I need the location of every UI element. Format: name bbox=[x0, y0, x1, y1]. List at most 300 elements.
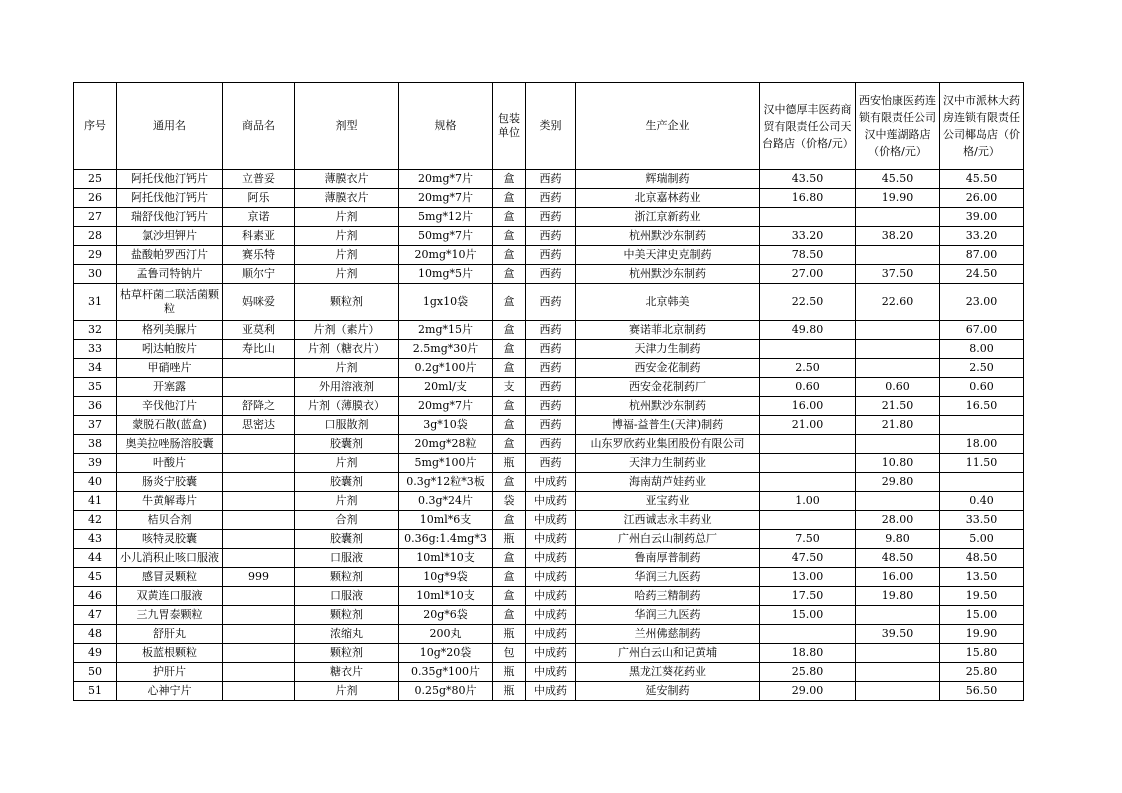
cell-price-store-1: 78.50 bbox=[760, 246, 856, 265]
cell-spec: 20ml/支 bbox=[399, 378, 493, 397]
cell-dosage-form: 颗粒剂 bbox=[295, 284, 399, 321]
cell-brand-name: 亚莫利 bbox=[223, 321, 295, 340]
cell-dosage-form: 口服散剂 bbox=[295, 416, 399, 435]
cell-spec: 10ml*10支 bbox=[399, 549, 493, 568]
cell-category: 西药 bbox=[526, 227, 576, 246]
cell-spec: 0.36g:1.4mg*3 bbox=[399, 530, 493, 549]
cell-index: 46 bbox=[74, 587, 117, 606]
cell-price-store-1 bbox=[760, 435, 856, 454]
cell-category: 西药 bbox=[526, 454, 576, 473]
cell-spec: 2.5mg*30片 bbox=[399, 340, 493, 359]
cell-manufacturer: 广州白云山和记黄埔 bbox=[576, 644, 760, 663]
cell-manufacturer: 鲁南厚普制药 bbox=[576, 549, 760, 568]
table-row bbox=[74, 511, 1024, 530]
header-price-store-2: 西安怡康医药连锁有限责任公司汉中莲湖路店（价格/元） bbox=[856, 83, 940, 170]
cell-price-store-2 bbox=[856, 435, 940, 454]
cell-dosage-form: 糖衣片 bbox=[295, 663, 399, 682]
cell-index: 26 bbox=[74, 189, 117, 208]
cell-price-store-1: 0.60 bbox=[760, 378, 856, 397]
cell-price-store-1: 22.50 bbox=[760, 284, 856, 321]
table-row bbox=[74, 435, 1024, 454]
cell-price-store-3: 19.90 bbox=[940, 625, 1024, 644]
cell-package-unit: 瓶 bbox=[493, 530, 526, 549]
cell-package-unit: 盒 bbox=[493, 606, 526, 625]
cell-price-store-3: 15.80 bbox=[940, 644, 1024, 663]
cell-brand-name bbox=[223, 606, 295, 625]
cell-brand-name: 思密达 bbox=[223, 416, 295, 435]
cell-category: 中成药 bbox=[526, 511, 576, 530]
table-row bbox=[74, 397, 1024, 416]
cell-brand-name: 999 bbox=[223, 568, 295, 587]
cell-index: 27 bbox=[74, 208, 117, 227]
cell-index: 33 bbox=[74, 340, 117, 359]
cell-category: 中成药 bbox=[526, 549, 576, 568]
cell-dosage-form: 颗粒剂 bbox=[295, 606, 399, 625]
cell-price-store-1: 16.80 bbox=[760, 189, 856, 208]
header-price-store-3: 汉中市派林大药房连锁有限责任公司椰岛店（价格/元） bbox=[940, 83, 1024, 170]
cell-price-store-2: 9.80 bbox=[856, 530, 940, 549]
header-row bbox=[74, 83, 1024, 170]
cell-index: 38 bbox=[74, 435, 117, 454]
cell-package-unit: 袋 bbox=[493, 492, 526, 511]
cell-dosage-form: 片剂（素片） bbox=[295, 321, 399, 340]
table-row bbox=[74, 568, 1024, 587]
cell-brand-name bbox=[223, 359, 295, 378]
cell-generic-name: 瑞舒伐他汀钙片 bbox=[117, 208, 223, 227]
cell-dosage-form: 胶囊剂 bbox=[295, 473, 399, 492]
cell-dosage-form: 片剂 bbox=[295, 682, 399, 701]
cell-category: 中成药 bbox=[526, 492, 576, 511]
cell-manufacturer: 天津力生制药业 bbox=[576, 454, 760, 473]
cell-category: 中成药 bbox=[526, 644, 576, 663]
cell-generic-name: 护肝片 bbox=[117, 663, 223, 682]
cell-index: 29 bbox=[74, 246, 117, 265]
cell-price-store-3: 26.00 bbox=[940, 189, 1024, 208]
cell-brand-name: 顺尔宁 bbox=[223, 265, 295, 284]
cell-price-store-3: 33.20 bbox=[940, 227, 1024, 246]
cell-generic-name: 蒙脱石散(蓝盒) bbox=[117, 416, 223, 435]
cell-manufacturer: 山东罗欣药业集团股份有限公司 bbox=[576, 435, 760, 454]
cell-package-unit: 瓶 bbox=[493, 663, 526, 682]
cell-spec: 10ml*10支 bbox=[399, 587, 493, 606]
cell-category: 西药 bbox=[526, 246, 576, 265]
cell-index: 25 bbox=[74, 170, 117, 189]
table-row bbox=[74, 644, 1024, 663]
cell-brand-name bbox=[223, 625, 295, 644]
cell-brand-name: 妈咪爱 bbox=[223, 284, 295, 321]
cell-package-unit: 盒 bbox=[493, 189, 526, 208]
cell-generic-name: 奥美拉唑肠溶胶囊 bbox=[117, 435, 223, 454]
cell-price-store-3: 56.50 bbox=[940, 682, 1024, 701]
cell-package-unit: 支 bbox=[493, 378, 526, 397]
cell-package-unit: 瓶 bbox=[493, 682, 526, 701]
cell-price-store-2: 19.80 bbox=[856, 587, 940, 606]
cell-spec: 10mg*5片 bbox=[399, 265, 493, 284]
cell-price-store-1: 47.50 bbox=[760, 549, 856, 568]
cell-price-store-2 bbox=[856, 359, 940, 378]
header-spec: 规格 bbox=[399, 83, 493, 170]
cell-category: 中成药 bbox=[526, 682, 576, 701]
cell-package-unit: 盒 bbox=[493, 568, 526, 587]
cell-dosage-form: 合剂 bbox=[295, 511, 399, 530]
cell-index: 36 bbox=[74, 397, 117, 416]
cell-price-store-1: 13.00 bbox=[760, 568, 856, 587]
cell-price-store-1: 33.20 bbox=[760, 227, 856, 246]
table-row bbox=[74, 227, 1024, 246]
cell-price-store-1 bbox=[760, 511, 856, 530]
cell-generic-name: 枯草杆菌二联活菌颗粒 bbox=[117, 284, 223, 321]
cell-index: 43 bbox=[74, 530, 117, 549]
cell-price-store-2 bbox=[856, 208, 940, 227]
cell-dosage-form: 片剂 bbox=[295, 359, 399, 378]
cell-spec: 50mg*7片 bbox=[399, 227, 493, 246]
cell-package-unit: 盒 bbox=[493, 265, 526, 284]
cell-package-unit: 盒 bbox=[493, 511, 526, 530]
cell-category: 西药 bbox=[526, 189, 576, 208]
cell-dosage-form: 片剂 bbox=[295, 492, 399, 511]
cell-price-store-1 bbox=[760, 473, 856, 492]
cell-price-store-3: 39.00 bbox=[940, 208, 1024, 227]
header-price-store-1: 汉中德厚丰医药商贸有限责任公司天台路店（价格/元） bbox=[760, 83, 856, 170]
cell-dosage-form: 口服液 bbox=[295, 587, 399, 606]
cell-dosage-form: 片剂 bbox=[295, 246, 399, 265]
cell-price-store-2: 45.50 bbox=[856, 170, 940, 189]
cell-index: 50 bbox=[74, 663, 117, 682]
cell-dosage-form: 颗粒剂 bbox=[295, 568, 399, 587]
cell-package-unit: 盒 bbox=[493, 170, 526, 189]
cell-index: 35 bbox=[74, 378, 117, 397]
cell-price-store-3: 15.00 bbox=[940, 606, 1024, 625]
cell-spec: 3g*10袋 bbox=[399, 416, 493, 435]
cell-price-store-3: 8.00 bbox=[940, 340, 1024, 359]
cell-price-store-2 bbox=[856, 246, 940, 265]
cell-spec: 0.2g*100片 bbox=[399, 359, 493, 378]
cell-generic-name: 孟鲁司特钠片 bbox=[117, 265, 223, 284]
table-row bbox=[74, 170, 1024, 189]
header-dosage-form: 剂型 bbox=[295, 83, 399, 170]
cell-index: 28 bbox=[74, 227, 117, 246]
cell-price-store-2 bbox=[856, 606, 940, 625]
cell-dosage-form: 浓缩丸 bbox=[295, 625, 399, 644]
cell-category: 西药 bbox=[526, 435, 576, 454]
cell-package-unit: 盒 bbox=[493, 246, 526, 265]
cell-spec: 5mg*100片 bbox=[399, 454, 493, 473]
cell-dosage-form: 片剂（薄膜衣） bbox=[295, 397, 399, 416]
cell-price-store-2: 21.80 bbox=[856, 416, 940, 435]
cell-spec: 10g*20袋 bbox=[399, 644, 493, 663]
cell-spec: 20mg*28粒 bbox=[399, 435, 493, 454]
table-row bbox=[74, 473, 1024, 492]
header-package-unit: 包装单位 bbox=[493, 83, 526, 170]
cell-price-store-3: 23.00 bbox=[940, 284, 1024, 321]
cell-index: 37 bbox=[74, 416, 117, 435]
cell-price-store-2: 39.50 bbox=[856, 625, 940, 644]
cell-price-store-2: 10.80 bbox=[856, 454, 940, 473]
cell-category: 西药 bbox=[526, 340, 576, 359]
cell-dosage-form: 薄膜衣片 bbox=[295, 170, 399, 189]
table-row bbox=[74, 359, 1024, 378]
cell-price-store-2: 19.90 bbox=[856, 189, 940, 208]
cell-brand-name: 舒降之 bbox=[223, 397, 295, 416]
cell-price-store-1 bbox=[760, 208, 856, 227]
cell-manufacturer: 赛诺菲北京制药 bbox=[576, 321, 760, 340]
table-row bbox=[74, 378, 1024, 397]
cell-index: 30 bbox=[74, 265, 117, 284]
cell-price-store-1: 17.50 bbox=[760, 587, 856, 606]
cell-generic-name: 甲硝唑片 bbox=[117, 359, 223, 378]
cell-category: 中成药 bbox=[526, 568, 576, 587]
table-body bbox=[74, 170, 1024, 701]
cell-price-store-1 bbox=[760, 340, 856, 359]
cell-manufacturer: 北京韩美 bbox=[576, 284, 760, 321]
cell-category: 西药 bbox=[526, 321, 576, 340]
cell-generic-name: 阿托伐他汀钙片 bbox=[117, 170, 223, 189]
cell-price-store-3: 0.40 bbox=[940, 492, 1024, 511]
cell-manufacturer: 中美天津史克制药 bbox=[576, 246, 760, 265]
table-row bbox=[74, 454, 1024, 473]
cell-category: 西药 bbox=[526, 170, 576, 189]
cell-brand-name bbox=[223, 511, 295, 530]
cell-spec: 5mg*12片 bbox=[399, 208, 493, 227]
cell-price-store-3: 11.50 bbox=[940, 454, 1024, 473]
cell-generic-name: 辛伐他汀片 bbox=[117, 397, 223, 416]
cell-spec: 0.35g*100片 bbox=[399, 663, 493, 682]
cell-price-store-3 bbox=[940, 416, 1024, 435]
cell-generic-name: 舒肝丸 bbox=[117, 625, 223, 644]
cell-price-store-1: 29.00 bbox=[760, 682, 856, 701]
cell-price-store-2: 0.60 bbox=[856, 378, 940, 397]
cell-category: 中成药 bbox=[526, 530, 576, 549]
cell-brand-name bbox=[223, 682, 295, 701]
cell-price-store-2 bbox=[856, 492, 940, 511]
price-table bbox=[73, 82, 1024, 701]
cell-generic-name: 格列美脲片 bbox=[117, 321, 223, 340]
cell-manufacturer: 杭州默沙东制药 bbox=[576, 265, 760, 284]
cell-category: 西药 bbox=[526, 378, 576, 397]
cell-generic-name: 阿托伐他汀钙片 bbox=[117, 189, 223, 208]
cell-price-store-3: 19.50 bbox=[940, 587, 1024, 606]
cell-spec: 20mg*7片 bbox=[399, 170, 493, 189]
cell-brand-name bbox=[223, 663, 295, 682]
cell-package-unit: 盒 bbox=[493, 397, 526, 416]
cell-manufacturer: 兰州佛慈制药 bbox=[576, 625, 760, 644]
cell-price-store-1: 43.50 bbox=[760, 170, 856, 189]
cell-index: 42 bbox=[74, 511, 117, 530]
cell-category: 西药 bbox=[526, 284, 576, 321]
cell-index: 47 bbox=[74, 606, 117, 625]
table-row bbox=[74, 530, 1024, 549]
cell-dosage-form: 片剂 bbox=[295, 227, 399, 246]
table-row bbox=[74, 189, 1024, 208]
cell-manufacturer: 北京嘉林药业 bbox=[576, 189, 760, 208]
cell-price-store-1: 1.00 bbox=[760, 492, 856, 511]
cell-price-store-1: 49.80 bbox=[760, 321, 856, 340]
cell-spec: 10ml*6支 bbox=[399, 511, 493, 530]
cell-generic-name: 氯沙坦钾片 bbox=[117, 227, 223, 246]
table-row bbox=[74, 321, 1024, 340]
cell-manufacturer: 西安金花制药厂 bbox=[576, 378, 760, 397]
cell-price-store-2: 16.00 bbox=[856, 568, 940, 587]
cell-dosage-form: 胶囊剂 bbox=[295, 530, 399, 549]
cell-price-store-1: 16.00 bbox=[760, 397, 856, 416]
table-row bbox=[74, 284, 1024, 321]
cell-brand-name bbox=[223, 454, 295, 473]
cell-manufacturer: 杭州默沙东制药 bbox=[576, 227, 760, 246]
cell-dosage-form: 片剂 bbox=[295, 454, 399, 473]
cell-price-store-1: 2.50 bbox=[760, 359, 856, 378]
cell-spec: 20g*6袋 bbox=[399, 606, 493, 625]
cell-price-store-3: 33.50 bbox=[940, 511, 1024, 530]
cell-price-store-3: 25.80 bbox=[940, 663, 1024, 682]
cell-brand-name bbox=[223, 587, 295, 606]
cell-index: 48 bbox=[74, 625, 117, 644]
cell-price-store-1: 21.00 bbox=[760, 416, 856, 435]
cell-price-store-2 bbox=[856, 663, 940, 682]
cell-category: 西药 bbox=[526, 416, 576, 435]
cell-price-store-1 bbox=[760, 625, 856, 644]
cell-manufacturer: 辉瑞制药 bbox=[576, 170, 760, 189]
cell-price-store-3: 13.50 bbox=[940, 568, 1024, 587]
cell-index: 39 bbox=[74, 454, 117, 473]
cell-manufacturer: 延安制药 bbox=[576, 682, 760, 701]
cell-generic-name: 板蓝根颗粒 bbox=[117, 644, 223, 663]
cell-brand-name bbox=[223, 435, 295, 454]
cell-index: 49 bbox=[74, 644, 117, 663]
cell-brand-name bbox=[223, 473, 295, 492]
cell-package-unit: 盒 bbox=[493, 587, 526, 606]
cell-generic-name: 叶酸片 bbox=[117, 454, 223, 473]
cell-price-store-2: 29.80 bbox=[856, 473, 940, 492]
cell-dosage-form: 片剂（糖衣片） bbox=[295, 340, 399, 359]
cell-spec: 0.3g*12粒*3板 bbox=[399, 473, 493, 492]
cell-price-store-1: 7.50 bbox=[760, 530, 856, 549]
cell-package-unit: 盒 bbox=[493, 208, 526, 227]
cell-generic-name: 盐酸帕罗西汀片 bbox=[117, 246, 223, 265]
cell-manufacturer: 华润三九医药 bbox=[576, 606, 760, 625]
header-brand-name: 商品名 bbox=[223, 83, 295, 170]
cell-manufacturer: 黑龙江葵花药业 bbox=[576, 663, 760, 682]
cell-spec: 2mg*15片 bbox=[399, 321, 493, 340]
cell-generic-name: 三九胃泰颗粒 bbox=[117, 606, 223, 625]
cell-manufacturer: 江西诚志永丰药业 bbox=[576, 511, 760, 530]
table-row bbox=[74, 246, 1024, 265]
cell-price-store-2: 21.50 bbox=[856, 397, 940, 416]
cell-manufacturer: 浙江京新药业 bbox=[576, 208, 760, 227]
table-row bbox=[74, 682, 1024, 701]
cell-index: 45 bbox=[74, 568, 117, 587]
cell-package-unit: 盒 bbox=[493, 435, 526, 454]
cell-price-store-1 bbox=[760, 454, 856, 473]
cell-price-store-2 bbox=[856, 682, 940, 701]
cell-price-store-3: 87.00 bbox=[940, 246, 1024, 265]
cell-price-store-3: 0.60 bbox=[940, 378, 1024, 397]
cell-manufacturer: 华润三九医药 bbox=[576, 568, 760, 587]
cell-category: 中成药 bbox=[526, 663, 576, 682]
cell-price-store-3: 48.50 bbox=[940, 549, 1024, 568]
cell-price-store-2: 48.50 bbox=[856, 549, 940, 568]
cell-brand-name bbox=[223, 378, 295, 397]
cell-price-store-3: 5.00 bbox=[940, 530, 1024, 549]
cell-package-unit: 盒 bbox=[493, 321, 526, 340]
cell-brand-name: 寿比山 bbox=[223, 340, 295, 359]
cell-index: 51 bbox=[74, 682, 117, 701]
cell-generic-name: 小儿消积止咳口服液 bbox=[117, 549, 223, 568]
cell-package-unit: 盒 bbox=[493, 284, 526, 321]
cell-price-store-1: 15.00 bbox=[760, 606, 856, 625]
cell-spec: 20mg*10片 bbox=[399, 246, 493, 265]
cell-package-unit: 包 bbox=[493, 644, 526, 663]
table-row bbox=[74, 340, 1024, 359]
cell-manufacturer: 天津力生制药 bbox=[576, 340, 760, 359]
table-row bbox=[74, 606, 1024, 625]
cell-category: 中成药 bbox=[526, 473, 576, 492]
cell-spec: 20mg*7片 bbox=[399, 397, 493, 416]
cell-dosage-form: 口服液 bbox=[295, 549, 399, 568]
cell-dosage-form: 外用溶液剂 bbox=[295, 378, 399, 397]
cell-generic-name: 感冒灵颗粒 bbox=[117, 568, 223, 587]
cell-brand-name bbox=[223, 530, 295, 549]
table-row bbox=[74, 625, 1024, 644]
cell-package-unit: 瓶 bbox=[493, 454, 526, 473]
cell-price-store-1: 18.80 bbox=[760, 644, 856, 663]
cell-price-store-2: 37.50 bbox=[856, 265, 940, 284]
table-row bbox=[74, 208, 1024, 227]
cell-price-store-1: 27.00 bbox=[760, 265, 856, 284]
cell-generic-name: 桔贝合剂 bbox=[117, 511, 223, 530]
cell-price-store-2: 28.00 bbox=[856, 511, 940, 530]
cell-generic-name: 心神宁片 bbox=[117, 682, 223, 701]
cell-price-store-3: 67.00 bbox=[940, 321, 1024, 340]
cell-price-store-3 bbox=[940, 473, 1024, 492]
cell-dosage-form: 片剂 bbox=[295, 265, 399, 284]
cell-package-unit: 盒 bbox=[493, 549, 526, 568]
cell-dosage-form: 片剂 bbox=[295, 208, 399, 227]
cell-spec: 200丸 bbox=[399, 625, 493, 644]
cell-manufacturer: 哈药三精制药 bbox=[576, 587, 760, 606]
cell-price-store-3: 24.50 bbox=[940, 265, 1024, 284]
cell-package-unit: 盒 bbox=[493, 359, 526, 378]
cell-brand-name: 阿乐 bbox=[223, 189, 295, 208]
cell-index: 31 bbox=[74, 284, 117, 321]
cell-package-unit: 盒 bbox=[493, 473, 526, 492]
cell-generic-name: 肠炎宁胶囊 bbox=[117, 473, 223, 492]
cell-price-store-3: 18.00 bbox=[940, 435, 1024, 454]
cell-manufacturer: 博福-益普生(天津)制药 bbox=[576, 416, 760, 435]
cell-price-store-1: 25.80 bbox=[760, 663, 856, 682]
cell-brand-name: 赛乐特 bbox=[223, 246, 295, 265]
table-row bbox=[74, 587, 1024, 606]
header-generic-name: 通用名 bbox=[117, 83, 223, 170]
table-row bbox=[74, 492, 1024, 511]
cell-brand-name bbox=[223, 492, 295, 511]
cell-index: 34 bbox=[74, 359, 117, 378]
cell-price-store-2: 22.60 bbox=[856, 284, 940, 321]
cell-manufacturer: 西安金花制药 bbox=[576, 359, 760, 378]
cell-index: 41 bbox=[74, 492, 117, 511]
table-row bbox=[74, 416, 1024, 435]
cell-package-unit: 瓶 bbox=[493, 625, 526, 644]
cell-index: 40 bbox=[74, 473, 117, 492]
cell-price-store-2 bbox=[856, 321, 940, 340]
header-manufacturer: 生产企业 bbox=[576, 83, 760, 170]
cell-category: 中成药 bbox=[526, 606, 576, 625]
header-index: 序号 bbox=[74, 83, 117, 170]
header-category: 类别 bbox=[526, 83, 576, 170]
cell-manufacturer: 亚宝药业 bbox=[576, 492, 760, 511]
cell-category: 中成药 bbox=[526, 587, 576, 606]
cell-spec: 1gx10袋 bbox=[399, 284, 493, 321]
cell-dosage-form: 薄膜衣片 bbox=[295, 189, 399, 208]
